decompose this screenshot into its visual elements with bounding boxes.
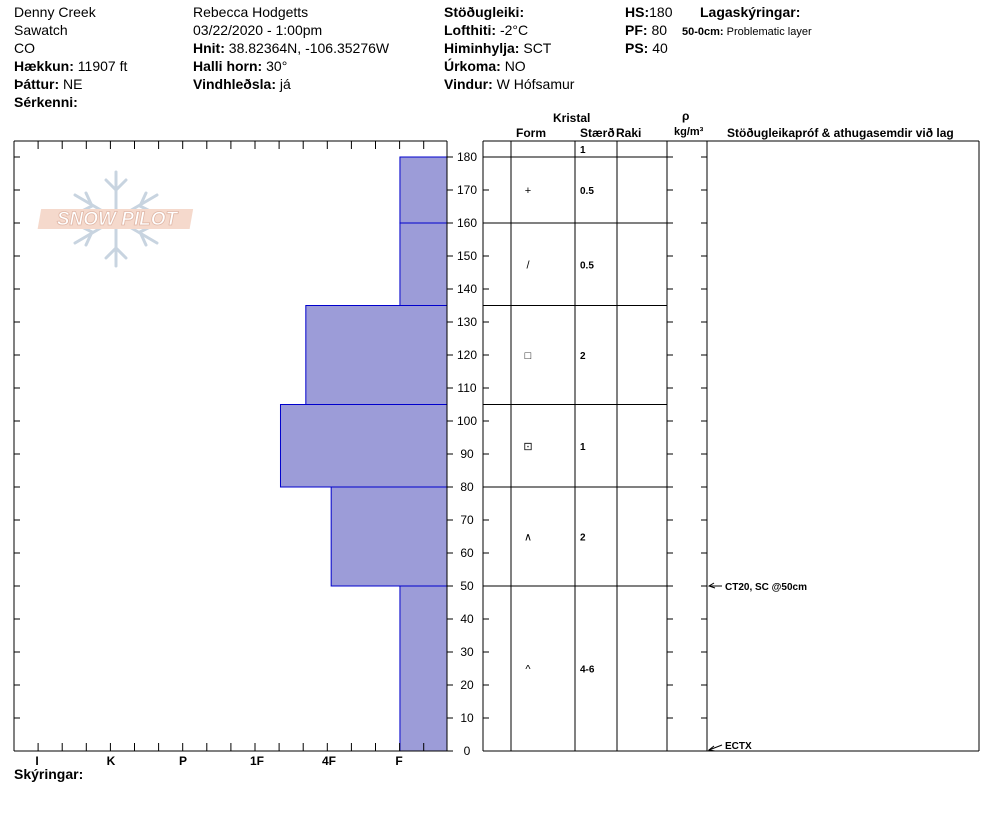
range: Sawatch <box>14 22 68 38</box>
features-label: Sérkenni: <box>14 94 78 110</box>
observer: Rebecca Hodgetts <box>193 4 309 20</box>
test-label: CT20, SC @50cm <box>725 582 808 593</box>
notes-label: Skýringar: <box>14 766 84 782</box>
hs-value: 180 <box>649 4 673 20</box>
snowpilot-logo <box>38 172 194 266</box>
precip-label: Úrkoma: <box>444 58 501 74</box>
hardness-bar <box>400 223 447 306</box>
test-arrow-line <box>709 745 722 750</box>
sky-value: SCT <box>523 40 552 56</box>
depth-tick-label: 60 <box>460 546 474 560</box>
ps-value: 40 <box>652 40 668 56</box>
crystal-header: Kristal <box>553 111 591 125</box>
layer-note-text: Problematic layer <box>726 26 812 38</box>
aspect-label: Þáttur: <box>14 76 60 92</box>
hardness-bar <box>400 157 447 223</box>
grain-size-label: 2 <box>580 532 586 544</box>
hardness-tick-label: K <box>106 754 116 768</box>
aspect-value: NE <box>63 76 83 92</box>
datetime: 03/22/2020 - 1:00pm <box>193 22 323 38</box>
size-header: Stærð <box>580 126 615 140</box>
pf-label: PF: <box>625 22 648 38</box>
depth-tick-label: 20 <box>460 678 474 692</box>
grain-size-label: 4-6 <box>580 664 595 676</box>
depth-tick-label: 50 <box>460 579 474 593</box>
state: CO <box>14 40 35 56</box>
slope-value: 30° <box>266 58 288 74</box>
depth-tick-label: 170 <box>456 183 478 197</box>
coords-value: 38.82364N, -106.35276W <box>228 40 390 56</box>
depth-tick-label: 30 <box>460 645 474 659</box>
form-header: Form <box>516 126 546 140</box>
test-label: ECTX <box>725 741 752 752</box>
wind-label: Vindur: <box>444 76 493 92</box>
grain-form-symbol: + <box>524 185 532 197</box>
air-temp-label: Lofthiti: <box>444 22 497 38</box>
grain-form-symbol: ⊡ <box>523 440 533 453</box>
logo-text: SNOW PILOT <box>56 209 178 230</box>
grain-size-label: 2 <box>580 351 586 362</box>
hardness-tick-label: P <box>178 754 188 768</box>
tests-header: Stöðugleikapróf & athugasemdir við lag <box>727 126 954 140</box>
precip-value: NO <box>504 58 526 74</box>
hardness-bar <box>280 405 447 488</box>
hardness-bar <box>331 487 447 586</box>
grain-form-symbol: / <box>526 259 530 272</box>
depth-tick-label: 100 <box>456 414 478 428</box>
grain-form-symbol: ∧ <box>523 531 533 544</box>
coords-label: Hnit: <box>193 40 225 56</box>
depth-tick-label: 160 <box>456 216 478 230</box>
hardness-bar <box>306 306 447 405</box>
pf-value: 80 <box>651 22 668 38</box>
hs-label: HS: <box>625 4 650 20</box>
elevation-value: 11907 ft <box>77 58 128 74</box>
depth-tick-label: 80 <box>460 480 474 494</box>
air-temp-value: -2°C <box>499 22 529 38</box>
slope-label: Halli horn: <box>193 58 263 74</box>
wind-loading-label: Vindhleðsla: <box>193 76 276 92</box>
sky-label: Himinhylja: <box>444 40 520 56</box>
wind-loading-value: já <box>279 76 291 92</box>
depth-tick-label: 140 <box>456 282 478 296</box>
hardness-tick-label: I <box>35 754 39 768</box>
location: Denny Creek <box>14 4 96 20</box>
layer-note-depth: 50-0cm: <box>682 26 724 38</box>
depth-tick-label: 120 <box>456 348 478 362</box>
elevation-label: Hækkun: <box>14 58 74 74</box>
grain-form-symbol: □ <box>524 350 532 362</box>
depth-tick-label: 70 <box>460 513 474 527</box>
depth-tick-label: 10 <box>460 711 474 725</box>
depth-tick-label: 40 <box>460 612 474 626</box>
rho-header: ρ <box>682 109 690 123</box>
depth-tick-label: 130 <box>456 315 478 329</box>
density-unit-header: kg/m³ <box>674 126 704 138</box>
depth-tick-label: 180 <box>456 150 478 164</box>
depth-tick-label: 110 <box>457 381 477 395</box>
hardness-bar <box>400 586 447 751</box>
grain-size-label: 1 <box>580 441 586 453</box>
ps-label: PS: <box>625 40 649 56</box>
depth-tick-label: 0 <box>463 744 471 758</box>
hardness-tick-label: 4F <box>321 754 337 768</box>
moisture-header: Raki <box>616 126 642 140</box>
stability-label: Stöðugleiki: <box>444 4 525 20</box>
layer-notes-label: Lagaskýringar: <box>700 4 801 20</box>
grain-form-symbol: ^ <box>525 663 531 676</box>
grain-size-label: 0.5 <box>580 260 594 272</box>
surface-size-label: 1 <box>580 145 586 156</box>
depth-tick-label: 150 <box>456 249 478 263</box>
wind-value: W Hófsamur <box>496 76 575 92</box>
depth-tick-label: 90 <box>460 447 474 461</box>
hardness-tick-label: F <box>395 754 403 768</box>
grain-size-label: 0.5 <box>580 186 594 197</box>
hardness-tick-label: 1F <box>249 754 265 768</box>
